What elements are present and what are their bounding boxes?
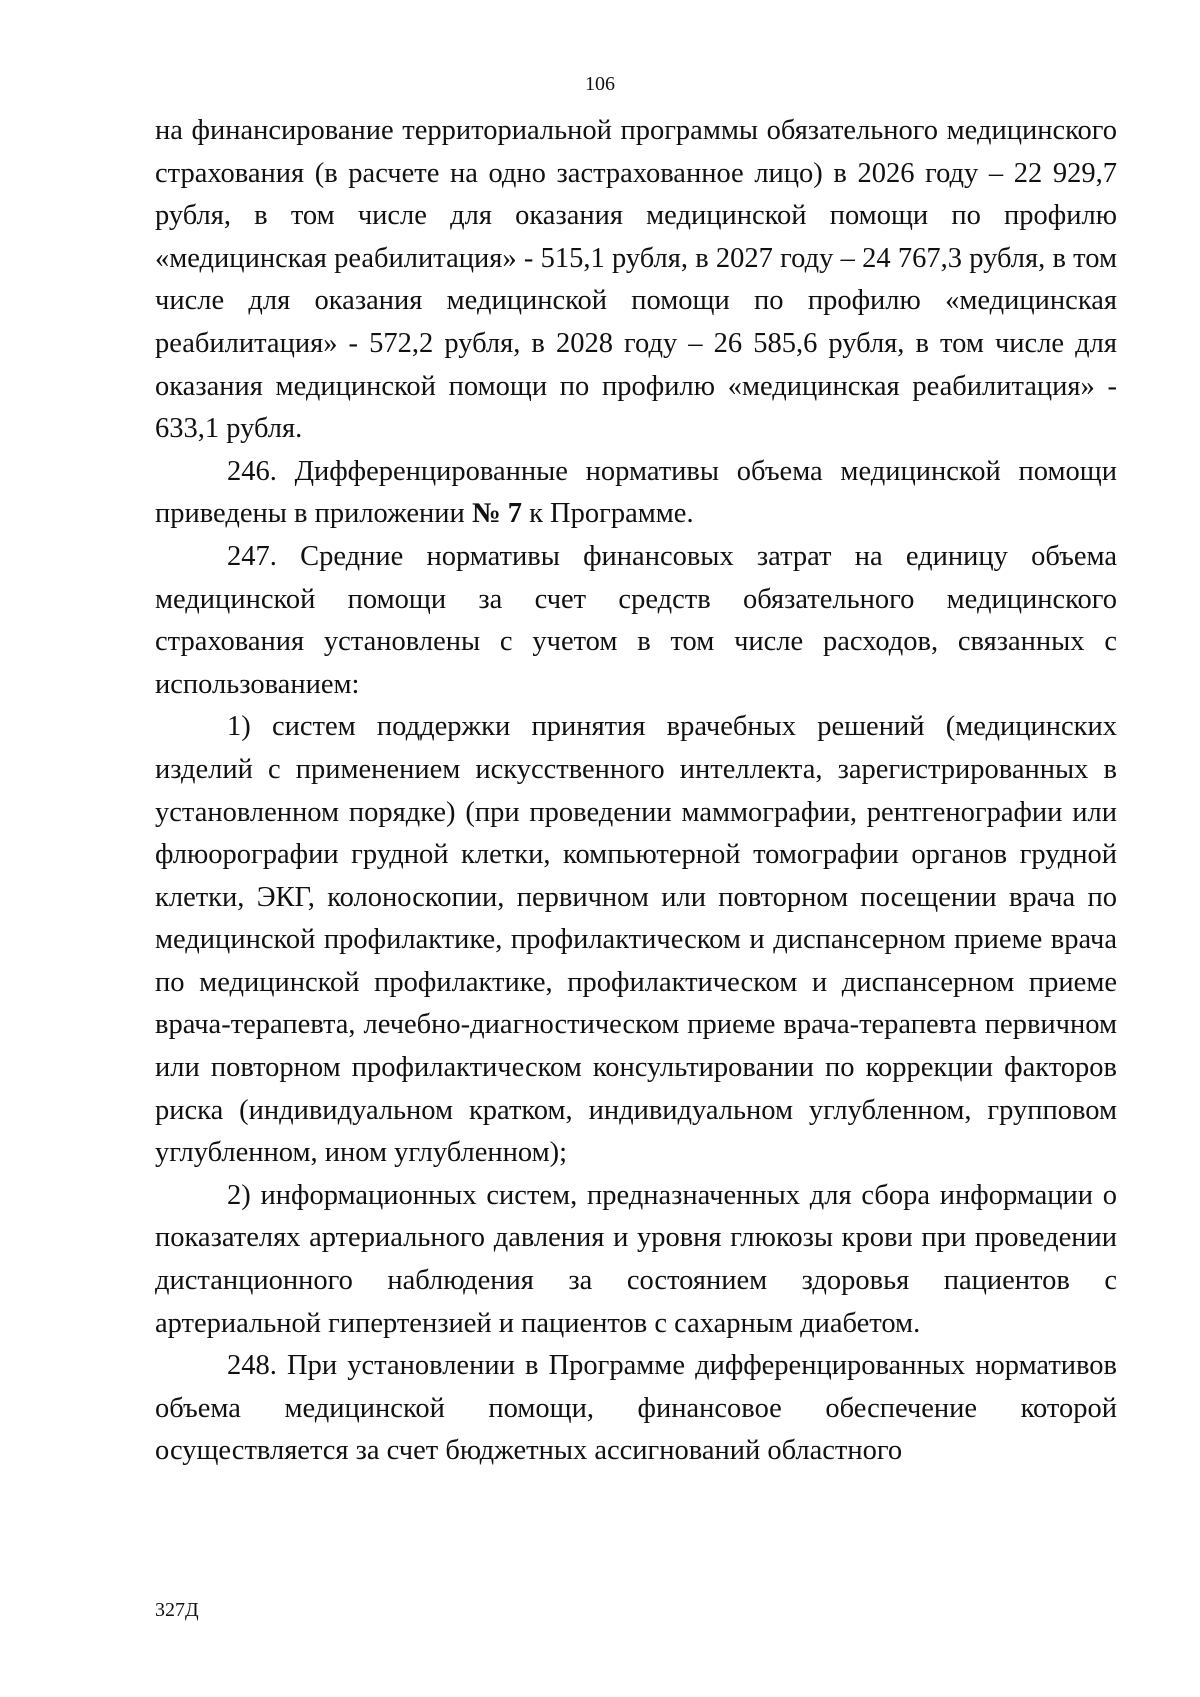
appendix-number: № 7: [471, 498, 522, 530]
list-item-1: 1) систем поддержки принятия врачебных решений (медицинских изделий с применением искусственного интеллекта, зарегистрированных в установленном порядке) (при проведении маммографии, рентгенографии или флюорографии грудной клетки, компьютерной томографии органов грудной клетки, ЭКГ, колоноскопии, первичном или повторном посещении врача по медицинской профилактике, профилактическом и диспансерном приеме врача по медицинской профилактике, профилактическом и диспансерном приеме врача-терапевта, лечебно-диагностическом приеме врача-терапевта первичном или повторном профилактическом консультировании по коррекции факторов риска (индивидуальном кратком, индивидуальном углубленном, групповом углубленном, ином углубленном);: [155, 711, 1117, 1169]
paragraph-financing-continuation: на финансирование территориальной программы обязательного медицинского страхования (в расчете на одно застрахованное лицо) в 2026 году – 22 929,7 рубля, в том числе для оказания медицинской помощи по профилю «медицинская реабилитация» - 515,1 рубля, в 2027 году – 24 767,3 рубля, в том числе для оказания медицинской помощи по профилю «медицинская реабилитация» - 572,2 рубля, в 2028 году – 26 585,6 рубля, в том числе для оказания медицинской помощи по профилю «медицинская реабилитация» - 633,1 рубля.: [155, 115, 1117, 445]
list-item-2: 2) информационных систем, предназначенных для сбора информации о показателях артериального давления и уровня глюкозы крови при проведении дистанционного наблюдения за состоянием здоровья пациентов с артериальной гипертензией и пациентов с сахарным диабетом.: [155, 1179, 1117, 1339]
paragraph-246-tail: к Программе.: [521, 498, 694, 530]
document-code: 327Д: [155, 1599, 199, 1621]
page-number: 106: [585, 73, 615, 95]
paragraph-248: 248. При установлении в Программе дифференцированных нормативов объема медицинской помощи, финансовое обеспечение которой осуществляется за счет бюджетных ассигнований областного: [155, 1350, 1117, 1467]
paragraph-246-text: 246. Дифференцированные нормативы объема медицинской помощи приведены в приложении: [155, 455, 1117, 530]
paragraph-246: [155, 451, 1117, 536]
paragraph-247: 247. Средние нормативы финансовых затрат на единицу объема медицинской помощи за счет средств обязательного медицинского страхования установлены с учетом в том числе расходов, связанных с использованием:: [155, 540, 1117, 700]
document-body: [155, 110, 1117, 1473]
